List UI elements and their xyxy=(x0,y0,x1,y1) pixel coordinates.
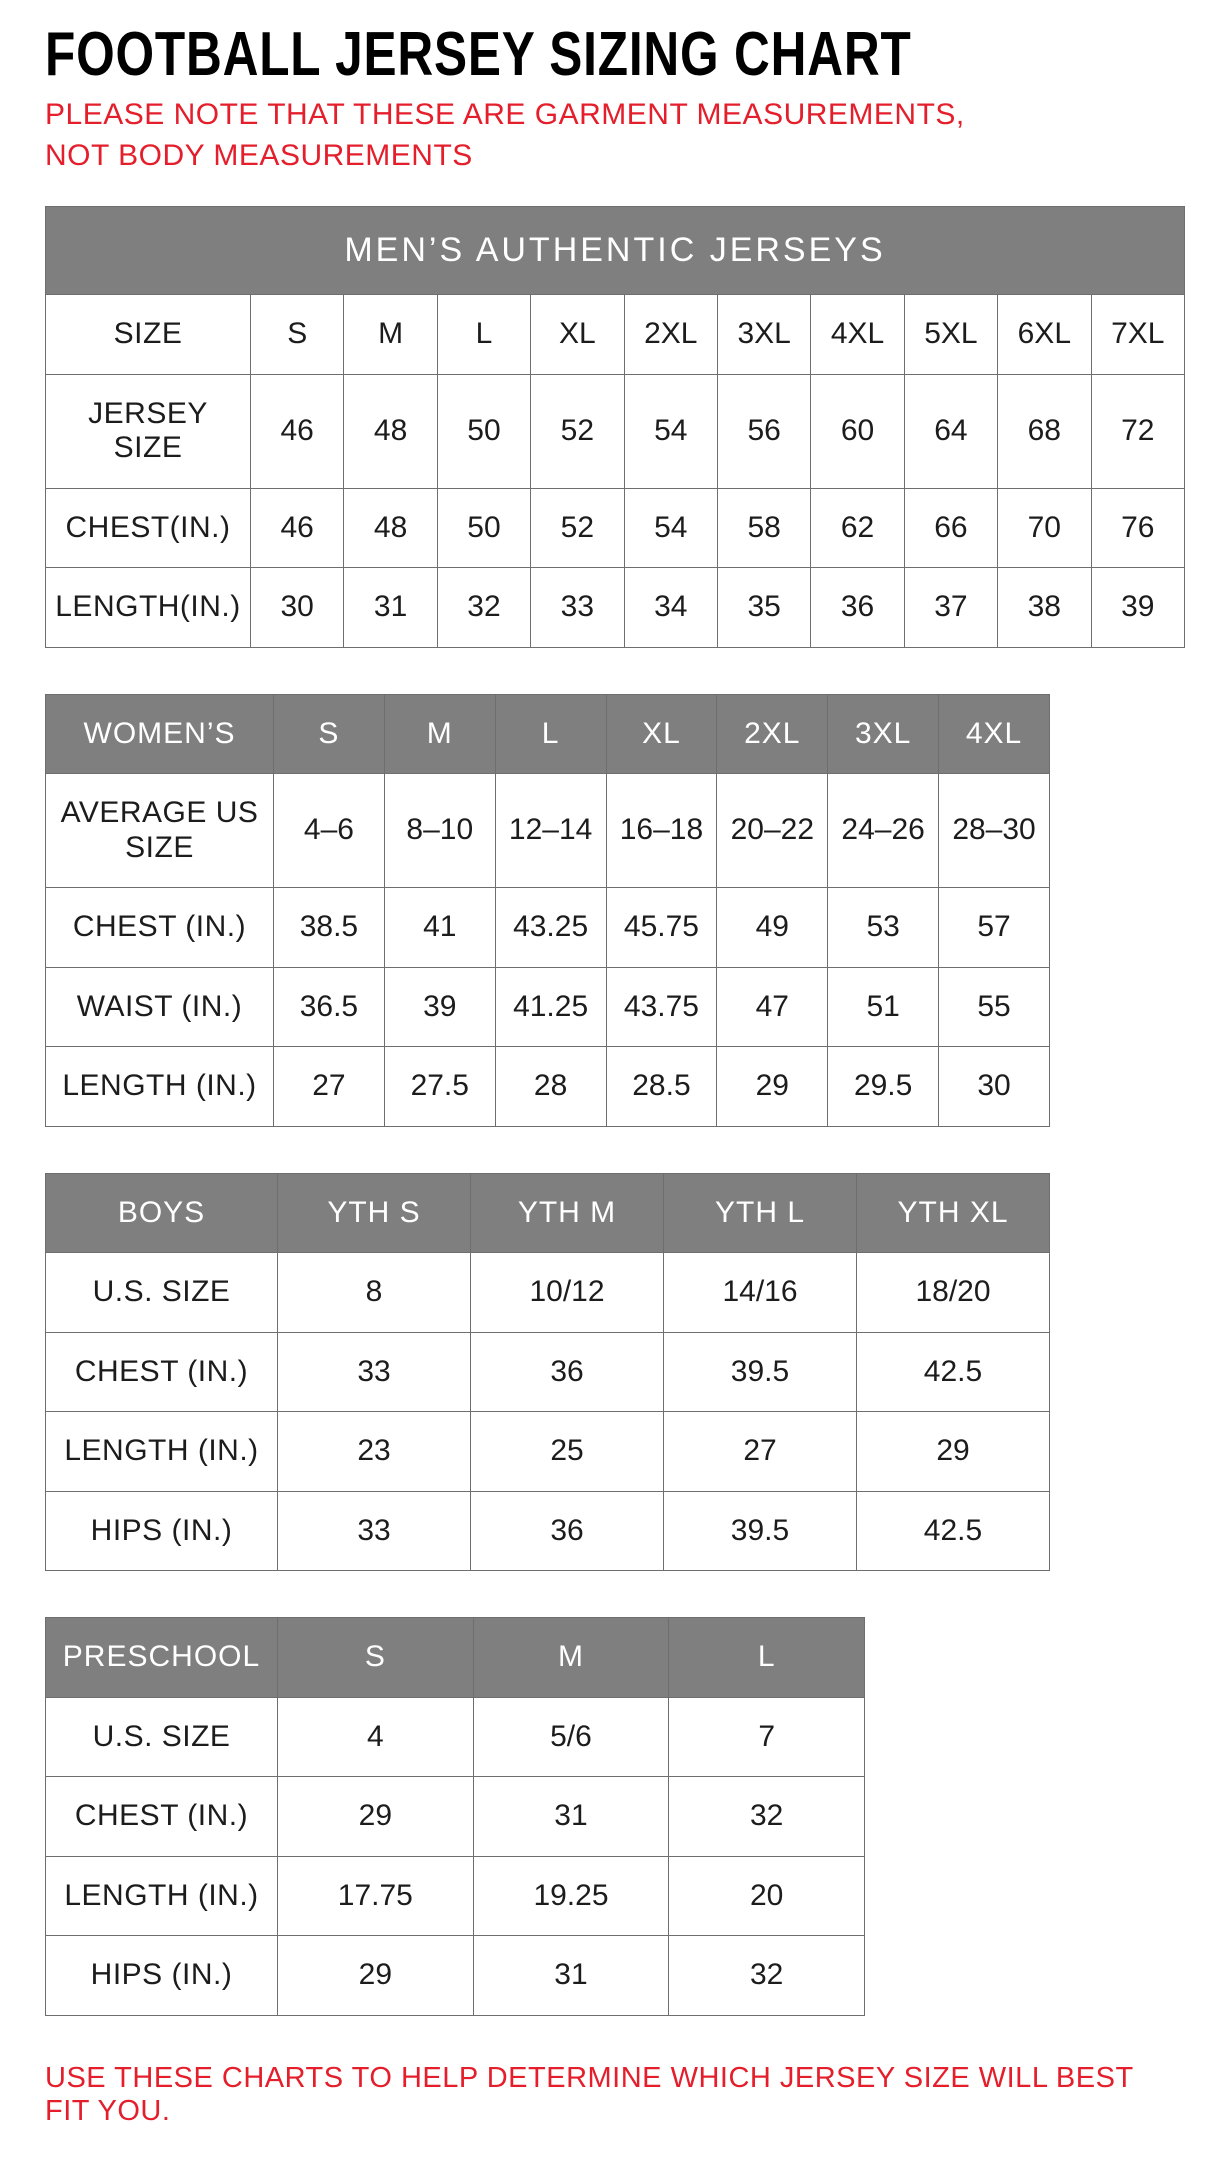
preschool-value-cell: 7 xyxy=(669,1697,865,1777)
preschool-value-cell: 29 xyxy=(278,1777,474,1857)
womens-value-cell: 12–14 xyxy=(495,774,606,888)
preschool-value-cell: 4 xyxy=(278,1697,474,1777)
preschool-value-cell: 5/6 xyxy=(473,1697,669,1777)
mens-value-cell: 68 xyxy=(998,374,1091,488)
mens-value-cell: 52 xyxy=(531,488,624,568)
boys-header-cell: YTH S xyxy=(278,1173,471,1253)
mens-value-cell: 31 xyxy=(344,568,437,648)
preschool-header-cell: PRESCHOOL xyxy=(46,1618,278,1698)
womens-value-cell: 53 xyxy=(828,888,939,968)
preschool-row-label: HIPS (IN.) xyxy=(46,1936,278,2016)
preschool-row xyxy=(46,1856,865,1936)
preschool-header-cell: L xyxy=(669,1618,865,1698)
preschool-value-cell: 29 xyxy=(278,1936,474,2016)
womens-value-cell: 29.5 xyxy=(828,1047,939,1127)
boys-value-cell: 36 xyxy=(471,1491,664,1571)
womens-header-cell: L xyxy=(495,694,606,774)
preschool-sizing-table xyxy=(45,1617,865,2016)
womens-value-cell: 41.25 xyxy=(495,967,606,1047)
womens-row xyxy=(46,888,1050,968)
preschool-row xyxy=(46,1697,865,1777)
mens-row-label: LENGTH(IN.) xyxy=(46,568,251,648)
preschool-value-cell: 31 xyxy=(473,1936,669,2016)
boys-value-cell: 27 xyxy=(664,1412,857,1492)
mens-value-cell: S xyxy=(251,295,344,375)
mens-row xyxy=(46,568,1185,648)
boys-header-cell: YTH L xyxy=(664,1173,857,1253)
mens-table-title: MEN’S AUTHENTIC JERSEYS xyxy=(46,207,1185,295)
boys-value-cell: 39.5 xyxy=(664,1332,857,1412)
mens-value-cell: XL xyxy=(531,295,624,375)
womens-header-cell: 2XL xyxy=(717,694,828,774)
boys-row xyxy=(46,1412,1050,1492)
womens-header-row xyxy=(46,694,1050,774)
womens-row-label: CHEST (IN.) xyxy=(46,888,274,968)
mens-value-cell: 33 xyxy=(531,568,624,648)
womens-value-cell: 36.5 xyxy=(274,967,385,1047)
mens-value-cell: 48 xyxy=(344,374,437,488)
boys-value-cell: 36 xyxy=(471,1332,664,1412)
mens-value-cell: 54 xyxy=(624,488,717,568)
boys-header-row xyxy=(46,1173,1050,1253)
mens-value-cell: 70 xyxy=(998,488,1091,568)
mens-row xyxy=(46,295,1185,375)
boys-row xyxy=(46,1491,1050,1571)
boys-row xyxy=(46,1253,1050,1333)
womens-value-cell: 29 xyxy=(717,1047,828,1127)
boys-value-cell: 18/20 xyxy=(857,1253,1050,1333)
mens-value-cell: 46 xyxy=(251,374,344,488)
womens-value-cell: 41 xyxy=(384,888,495,968)
mens-value-cell: 50 xyxy=(437,374,530,488)
mens-value-cell: 38 xyxy=(998,568,1091,648)
footer-note: USE THESE CHARTS TO HELP DETERMINE WHICH JERSEY SIZE WILL BEST FIT YOU. xyxy=(45,2061,1134,2127)
mens-value-cell: M xyxy=(344,295,437,375)
mens-row-label: CHEST(IN.) xyxy=(46,488,251,568)
womens-sizing-table xyxy=(45,694,1050,1127)
womens-value-cell: 30 xyxy=(939,1047,1050,1127)
mens-value-cell: 7XL xyxy=(1091,295,1184,375)
preschool-value-cell: 17.75 xyxy=(278,1856,474,1936)
preschool-value-cell: 32 xyxy=(669,1936,865,2016)
womens-value-cell: 43.75 xyxy=(606,967,717,1047)
womens-header-cell: 3XL xyxy=(828,694,939,774)
mens-header-row xyxy=(46,207,1185,295)
mens-value-cell: 76 xyxy=(1091,488,1184,568)
womens-header-cell: 4XL xyxy=(939,694,1050,774)
womens-row-label: LENGTH (IN.) xyxy=(46,1047,274,1127)
womens-row-label: AVERAGE US SIZE xyxy=(46,774,274,888)
womens-value-cell: 45.75 xyxy=(606,888,717,968)
mens-value-cell: 50 xyxy=(437,488,530,568)
mens-value-cell: 37 xyxy=(904,568,997,648)
boys-row-label: CHEST (IN.) xyxy=(46,1332,278,1412)
womens-value-cell: 47 xyxy=(717,967,828,1047)
boys-header-cell: YTH M xyxy=(471,1173,664,1253)
womens-value-cell: 20–22 xyxy=(717,774,828,888)
womens-value-cell: 24–26 xyxy=(828,774,939,888)
boys-value-cell: 23 xyxy=(278,1412,471,1492)
mens-value-cell: 3XL xyxy=(717,295,810,375)
boys-value-cell: 33 xyxy=(278,1332,471,1412)
womens-value-cell: 28–30 xyxy=(939,774,1050,888)
mens-value-cell: 58 xyxy=(717,488,810,568)
mens-row-label: JERSEY SIZE xyxy=(46,374,251,488)
preschool-value-cell: 31 xyxy=(473,1777,669,1857)
mens-value-cell: 5XL xyxy=(904,295,997,375)
mens-value-cell: 48 xyxy=(344,488,437,568)
preschool-row-label: U.S. SIZE xyxy=(46,1697,278,1777)
boys-value-cell: 14/16 xyxy=(664,1253,857,1333)
womens-header-cell: S xyxy=(274,694,385,774)
mens-row-label: SIZE xyxy=(46,295,251,375)
boys-value-cell: 29 xyxy=(857,1412,1050,1492)
page-title xyxy=(45,22,1220,87)
mens-value-cell: 66 xyxy=(904,488,997,568)
page-title-text: FOOTBALL JERSEY SIZING CHART xyxy=(45,20,912,89)
mens-value-cell: 56 xyxy=(717,374,810,488)
preschool-row xyxy=(46,1936,865,2016)
boys-sizing-table xyxy=(45,1173,1050,1572)
mens-value-cell: 72 xyxy=(1091,374,1184,488)
womens-value-cell: 43.25 xyxy=(495,888,606,968)
preschool-row-label: LENGTH (IN.) xyxy=(46,1856,278,1936)
preschool-header-row xyxy=(46,1618,865,1698)
womens-value-cell: 27 xyxy=(274,1047,385,1127)
mens-value-cell: 54 xyxy=(624,374,717,488)
preschool-header-cell: S xyxy=(278,1618,474,1698)
womens-header-cell: M xyxy=(384,694,495,774)
boys-row-label: U.S. SIZE xyxy=(46,1253,278,1333)
womens-value-cell: 39 xyxy=(384,967,495,1047)
womens-value-cell: 49 xyxy=(717,888,828,968)
boys-value-cell: 33 xyxy=(278,1491,471,1571)
boys-value-cell: 42.5 xyxy=(857,1491,1050,1571)
womens-value-cell: 28 xyxy=(495,1047,606,1127)
boys-row-label: LENGTH (IN.) xyxy=(46,1412,278,1492)
womens-row xyxy=(46,1047,1050,1127)
mens-value-cell: 64 xyxy=(904,374,997,488)
mens-value-cell: 52 xyxy=(531,374,624,488)
womens-header-cell: WOMEN’S xyxy=(46,694,274,774)
boys-value-cell: 42.5 xyxy=(857,1332,1050,1412)
mens-sizing-table xyxy=(45,206,1185,648)
preschool-row-label: CHEST (IN.) xyxy=(46,1777,278,1857)
mens-value-cell: L xyxy=(437,295,530,375)
womens-header-cell: XL xyxy=(606,694,717,774)
boys-row-label: HIPS (IN.) xyxy=(46,1491,278,1571)
womens-value-cell: 57 xyxy=(939,888,1050,968)
womens-row-label: WAIST (IN.) xyxy=(46,967,274,1047)
mens-value-cell: 46 xyxy=(251,488,344,568)
boys-row xyxy=(46,1332,1050,1412)
womens-value-cell: 8–10 xyxy=(384,774,495,888)
preschool-header-cell: M xyxy=(473,1618,669,1698)
mens-value-cell: 4XL xyxy=(811,295,904,375)
mens-value-cell: 35 xyxy=(717,568,810,648)
womens-value-cell: 27.5 xyxy=(384,1047,495,1127)
mens-value-cell: 34 xyxy=(624,568,717,648)
womens-value-cell: 16–18 xyxy=(606,774,717,888)
mens-value-cell: 62 xyxy=(811,488,904,568)
preschool-value-cell: 20 xyxy=(669,1856,865,1936)
garment-measurements-note: PLEASE NOTE THAT THESE ARE GARMENT MEASUREMENTS, NOT BODY MEASUREMENTS xyxy=(45,98,965,172)
womens-row xyxy=(46,774,1050,888)
mens-row xyxy=(46,488,1185,568)
womens-value-cell: 51 xyxy=(828,967,939,1047)
mens-value-cell: 30 xyxy=(251,568,344,648)
mens-row xyxy=(46,374,1185,488)
mens-value-cell: 2XL xyxy=(624,295,717,375)
womens-row xyxy=(46,967,1050,1047)
womens-value-cell: 55 xyxy=(939,967,1050,1047)
boys-header-cell: BOYS xyxy=(46,1173,278,1253)
preschool-value-cell: 19.25 xyxy=(473,1856,669,1936)
boys-value-cell: 25 xyxy=(471,1412,664,1492)
preschool-row xyxy=(46,1777,865,1857)
mens-value-cell: 39 xyxy=(1091,568,1184,648)
mens-value-cell: 6XL xyxy=(998,295,1091,375)
boys-value-cell: 8 xyxy=(278,1253,471,1333)
womens-value-cell: 28.5 xyxy=(606,1047,717,1127)
womens-value-cell: 4–6 xyxy=(274,774,385,888)
mens-value-cell: 32 xyxy=(437,568,530,648)
boys-value-cell: 39.5 xyxy=(664,1491,857,1571)
preschool-value-cell: 32 xyxy=(669,1777,865,1857)
boys-value-cell: 10/12 xyxy=(471,1253,664,1333)
mens-value-cell: 36 xyxy=(811,568,904,648)
boys-header-cell: YTH XL xyxy=(857,1173,1050,1253)
mens-value-cell: 60 xyxy=(811,374,904,488)
womens-value-cell: 38.5 xyxy=(274,888,385,968)
